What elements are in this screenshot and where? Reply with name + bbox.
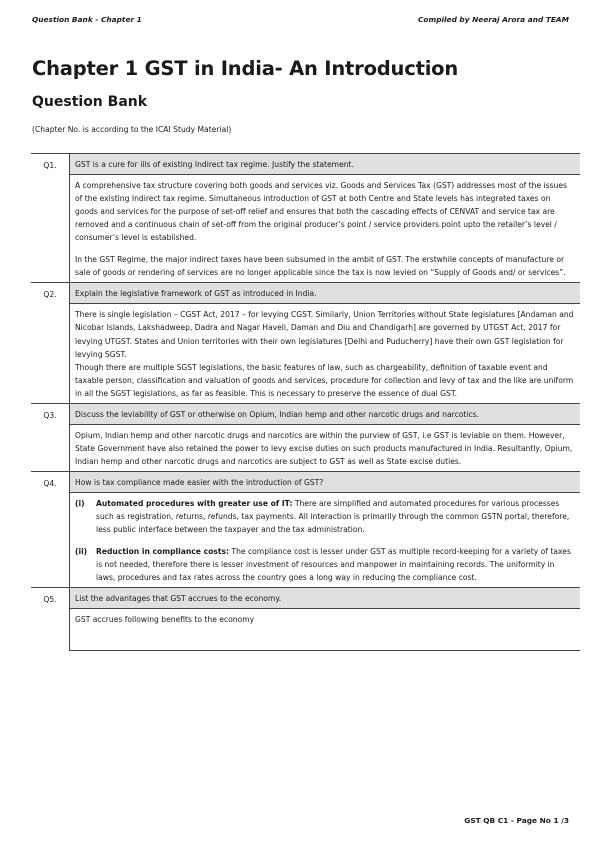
question-text: List the advantages that GST accrues to the economy. bbox=[70, 588, 581, 609]
answer-cell bbox=[70, 492, 581, 587]
question-text: Discuss the leviability of GST or otherwise on Opium, Indian hemp and other narcotic drugs and narcotics. bbox=[70, 403, 581, 424]
answer-paragraph: GST accrues following benefits to the economy bbox=[75, 615, 255, 625]
question-row bbox=[31, 403, 580, 424]
question-row bbox=[31, 154, 580, 175]
answer-paragraph: A comprehensive tax structure covering both goods and services viz. Goods and Services Tax (GST) addresses most of the issues of the existing Indirect tax regime. Simultaneous introduction of GST at both Centre and State levels has integrated taxes on goods and services for the purpose of set-off relief and ensures that both the cascading effects of CENVAT and service tax are removed and a continuous chain of set-off from the original producer’s point / service providers point upto the retailer’s level / consumer’s level is established. bbox=[75, 181, 568, 243]
answer-row bbox=[31, 492, 580, 587]
answer-row bbox=[31, 175, 580, 283]
item-text: There are simplified and automated procedures for various processes such as registration, returns, refunds, tax payments. All interaction is primarily through the common GSTN portal, therefore, less public interface between the taxpayer and the tax administration. bbox=[96, 498, 570, 535]
running-header-right: Compiled by Neeraj Arora and TEAM bbox=[418, 15, 569, 24]
answer-row bbox=[31, 609, 580, 651]
item-heading: Automated procedures with greater use of IT: bbox=[96, 498, 293, 508]
answer-list-item bbox=[75, 497, 574, 536]
answer-paragraph: Opium, Indian hemp and other narcotic drugs and narcotics are within the purview of GST, i.e GST is leviable on them. However, State Government have also retained the power to levy excise duties on such products manufactured in India. Resultantly, Opium, Indian hemp and other narcotic drugs and narcotics are subject to GST as well as State excise duties. bbox=[75, 430, 573, 466]
answer-paragraph: In the GST Regime, the major indirect taxes have been subsumed in the ambit of GST. The erstwhile concepts of manufacture or sale of goods or rendering of services are no longer applicable since the tax is now levied on “Supply of Goods and/ or services”. bbox=[75, 255, 566, 278]
question-number: Q5. bbox=[31, 588, 70, 651]
question-number: Q4. bbox=[31, 471, 70, 587]
question-text: Explain the legislative framework of GST as introduced in India. bbox=[70, 283, 581, 304]
section-subtitle: Question Bank bbox=[32, 94, 148, 110]
question-text: How is tax compliance made easier with the introduction of GST? bbox=[70, 471, 581, 492]
answer-cell bbox=[70, 424, 581, 471]
item-heading: Reduction in compliance costs: bbox=[96, 547, 230, 557]
answer-row bbox=[31, 304, 580, 403]
answer-cell bbox=[70, 304, 581, 403]
question-row bbox=[31, 283, 580, 304]
answer-paragraph: There is single legislation – CGST Act, 2017 – for levying CGST. Similarly, Union Territories without State legislatures [Andaman and Nicobar Islands, Lakshadweep, Dadra and Nagar Haveli, Daman and Diu and Chandigarh] are governed by UTGST Act, 2017 for levying UTGST. States and Union territories with their own legislatures [Delhi and Puducherry] have their own GST legislation for levying SGST. bbox=[75, 310, 574, 359]
question-table bbox=[31, 153, 580, 651]
answer-paragraph: Though there are multiple SGST legislations, the basic features of law, such as chargeability, definition of taxable event and taxable person, classification and valuation of goods and services, procedure for collection and levy of tax and the like are uniform in all the SGST legislations, as far as feasible. This is necessary to preserve the essence of dual GST. bbox=[75, 362, 574, 398]
question-number: Q3. bbox=[31, 403, 70, 471]
roman-numeral: (ii) bbox=[75, 547, 88, 557]
answer-row bbox=[31, 424, 580, 471]
answer-cell bbox=[70, 175, 581, 283]
answer-cell bbox=[70, 609, 581, 651]
question-number: Q2. bbox=[31, 283, 70, 403]
page-footer: GST QB C1 - Page No 1 /3 bbox=[464, 816, 569, 825]
roman-numeral: (i) bbox=[75, 498, 85, 508]
question-number: Q1. bbox=[31, 154, 70, 283]
question-text: GST is a cure for ills of existing Indirect tax regime. Justify the statement. bbox=[70, 154, 581, 175]
chapter-note: (Chapter No. is according to the ICAI Study Material) bbox=[32, 125, 232, 134]
question-row bbox=[31, 471, 580, 492]
question-row bbox=[31, 588, 580, 609]
running-header-left: Question Bank - Chapter 1 bbox=[32, 15, 142, 24]
answer-list-item bbox=[75, 545, 574, 584]
chapter-title: Chapter 1 GST in India- An Introduction bbox=[32, 57, 459, 80]
item-text: The compliance cost is lesser under GST as multiple record-keeping for a variety of taxes is not needed, therefore there is lesser investment of resources and manpower in maintaining records. The uniformity in laws, procedures and tax rates across the country goes a long way in reducing the compliance cost. bbox=[96, 547, 571, 583]
